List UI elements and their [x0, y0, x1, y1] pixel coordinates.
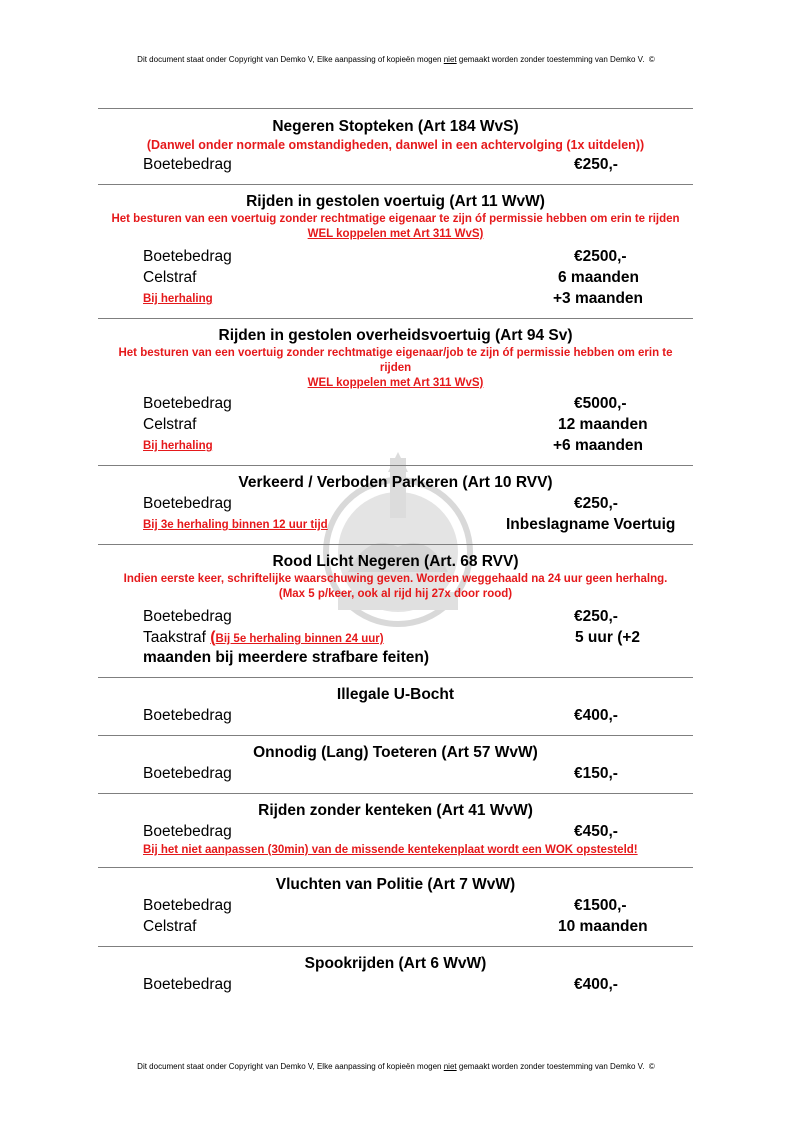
row-value: €250,-	[574, 156, 618, 173]
fine-row	[98, 916, 693, 937]
section-title: Rood Licht Negeren (Art. 68 RVV)	[272, 553, 519, 570]
section-gestolen-voertuig	[98, 184, 693, 318]
row-note-red: Bij het niet aanpassen (30min) van de missende kentekenplaat wordt een WOK opstesteld!	[143, 844, 638, 856]
section-title: Rijden in gestolen voertuig (Art 11 WvW)	[246, 193, 545, 210]
fine-row	[98, 821, 693, 842]
section-toeteren	[98, 735, 693, 793]
section-title: Onnodig (Lang) Toeteren (Art 57 WvW)	[253, 744, 538, 761]
row-value: +3 maanden	[553, 290, 644, 307]
copyright-symbol: ©	[648, 1062, 655, 1071]
row-label: Boetebedrag	[143, 823, 232, 840]
row-label: Boetebedrag	[143, 976, 232, 993]
fine-row	[98, 435, 693, 456]
row-label: Boetebedrag	[143, 156, 232, 173]
row-label	[143, 627, 384, 650]
section-spookrijden	[98, 946, 693, 1004]
row-label: Boetebedrag	[143, 765, 232, 782]
row-label: Celstraf	[143, 918, 197, 935]
row-value: €450,-	[574, 823, 618, 840]
section-title: Rijden zonder kenteken (Art 41 WvW)	[258, 802, 533, 819]
row-label: Boetebedrag	[143, 395, 232, 412]
fine-list	[98, 108, 693, 1004]
paren: (	[210, 629, 216, 646]
section-note-cont: rijden	[379, 362, 412, 374]
copyright-post: gemaakt worden zonder toestemming van Demko V.	[456, 55, 645, 64]
row-label-red	[210, 629, 384, 646]
row-value: 10 maanden	[558, 918, 648, 935]
section-u-bocht	[98, 677, 693, 735]
fine-row	[98, 514, 693, 535]
fine-note-row	[98, 842, 693, 858]
section-note: Het besturen van een voertuig zonder rechtmatige eigenaar/job te zijn óf permissie hebben om erin te	[118, 347, 673, 359]
section-title: Negeren Stopteken (Art 184 WvS)	[272, 118, 519, 135]
fine-row	[98, 606, 693, 627]
fine-row	[98, 493, 693, 514]
section-negeren-stopteken	[98, 108, 693, 184]
copyright-pre: Dit document staat onder Copyright van Demko V, Elke aanpassing of kopieën mogen	[137, 55, 444, 64]
row-label: Celstraf	[143, 416, 197, 433]
copyright-post: gemaakt worden zonder toestemming van Demko V.	[456, 1062, 645, 1071]
page-header	[0, 55, 792, 64]
fine-row	[98, 154, 693, 175]
row-value: €2500,-	[574, 248, 627, 265]
row-value: +6 maanden	[553, 437, 644, 454]
row-label-text: Taakstraf	[143, 629, 211, 646]
section-title: Rijden in gestolen overheidsvoertuig (Art 94 Sv)	[218, 327, 573, 344]
row-wrap-text: maanden bij meerdere strafbare feiten)	[143, 649, 429, 666]
row-value: €150,-	[574, 765, 618, 782]
section-note-cont: (Max 5 p/keer, ook al rijd hij 27x door rood)	[278, 588, 513, 600]
copyright-symbol: ©	[648, 55, 655, 64]
page-footer	[0, 1062, 792, 1071]
row-value: 12 maanden	[558, 416, 648, 433]
fine-row	[98, 895, 693, 916]
fine-row	[98, 267, 693, 288]
row-value: Inbeslagname Voertuig	[506, 516, 676, 533]
row-value: €400,-	[574, 707, 618, 724]
row-value: 5 uur (+2	[575, 629, 641, 646]
copyright-underlined: niet	[443, 55, 457, 64]
row-label: Boetebedrag	[143, 608, 232, 625]
section-title: Spookrijden (Art 6 WvW)	[304, 955, 487, 972]
fine-row	[98, 705, 693, 726]
row-label: Boetebedrag	[143, 897, 232, 914]
section-title: Verkeerd / Verboden Parkeren (Art 10 RVV)	[238, 474, 553, 491]
section-note-link: WEL koppelen met Art 311 WvS)	[307, 228, 484, 240]
copyright-pre: Dit document staat onder Copyright van Demko V, Elke aanpassing of kopieën mogen	[137, 1062, 444, 1071]
row-label-red-text: Bij 5e herhaling binnen 24 uur)	[215, 633, 384, 645]
section-rood-licht	[98, 544, 693, 677]
fine-row	[98, 627, 693, 648]
row-label-red: Bij 3e herhaling binnen 12 uur tijd	[143, 519, 328, 531]
section-note-link: WEL koppelen met Art 311 WvS)	[307, 377, 484, 389]
section-gestolen-overheidsvoertuig	[98, 318, 693, 465]
section-note: Indien eerste keer, schriftelijke waarschuwing geven. Worden weggehaald na 24 uur geen herhalng.	[123, 573, 668, 585]
row-label: Boetebedrag	[143, 248, 232, 265]
row-value: €5000,-	[574, 395, 627, 412]
section-title: Vluchten van Politie (Art 7 WvW)	[275, 876, 516, 893]
fine-row	[98, 414, 693, 435]
row-label-red: Bij herhaling	[143, 440, 213, 452]
section-vluchten	[98, 867, 693, 946]
row-value: 6 maanden	[558, 269, 639, 286]
fine-row	[98, 246, 693, 267]
row-label: Boetebedrag	[143, 495, 232, 512]
row-label: Boetebedrag	[143, 707, 232, 724]
section-zonder-kenteken	[98, 793, 693, 867]
section-note: (Danwel onder normale omstandigheden, danwel in een achtervolging (1x uitdelen))	[146, 138, 645, 152]
row-value: €250,-	[574, 495, 618, 512]
fine-row	[98, 393, 693, 414]
row-value: €1500,-	[574, 897, 627, 914]
row-label: Celstraf	[143, 269, 197, 286]
row-value: €250,-	[574, 608, 618, 625]
row-label-red: Bij herhaling	[143, 293, 213, 305]
fine-row	[98, 763, 693, 784]
fine-row	[98, 288, 693, 309]
section-title: Illegale U-Bocht	[336, 686, 455, 703]
copyright-underlined: niet	[443, 1062, 457, 1071]
section-note: Het besturen van een voertuig zonder rechtmatige eigenaar te zijn óf permissie hebben om erin te rijden	[111, 213, 680, 225]
section-verboden-parkeren	[98, 465, 693, 544]
fine-row	[98, 974, 693, 995]
row-value: €400,-	[574, 976, 618, 993]
